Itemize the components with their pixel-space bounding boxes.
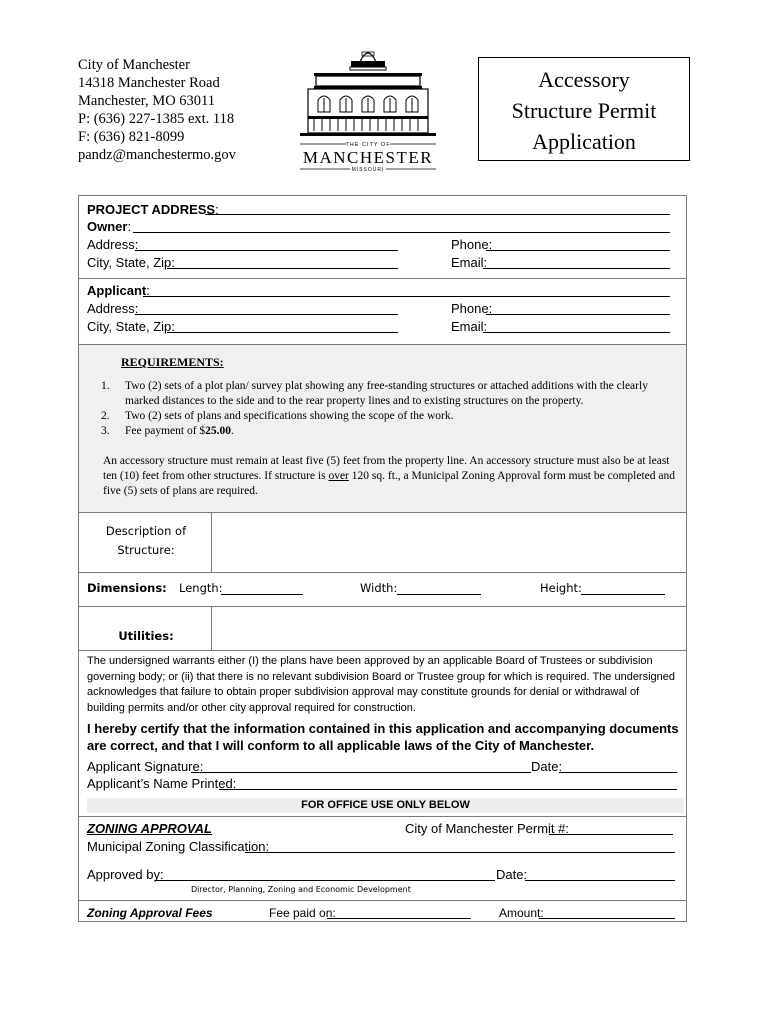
owner-phone-label: Phone: — [451, 237, 493, 252]
project-address-label-text: PROJECT ADDRESS — [87, 202, 216, 217]
permit-form — [78, 195, 687, 922]
logo-name: MANCHESTER — [302, 148, 434, 167]
project-address-field[interactable] — [205, 214, 670, 215]
applicant-phone-label: Phone: — [451, 301, 493, 316]
applicant-email-field[interactable] — [483, 332, 670, 333]
fee-suffix: . — [231, 425, 234, 437]
width-field[interactable] — [397, 594, 481, 595]
title-box — [478, 57, 690, 161]
requirements-panel — [79, 345, 686, 512]
zoning-approval-label: ZONING APPROVAL — [87, 821, 212, 836]
width-label: Width: — [360, 581, 398, 595]
description-label — [87, 522, 205, 560]
length-label: Length: — [179, 581, 223, 595]
height-label: Height: — [540, 581, 582, 595]
requirement-2-text: Two (2) sets of plans and specifications showing the scope of the work. — [125, 410, 454, 422]
note-part-a: An accessory structure must remain at least five (5) feet from the property line. An accessory structure must also be at least ten (10) feet from other structures. If structure is — [103, 455, 670, 482]
utilities-field[interactable] — [212, 607, 686, 649]
dimensions-label: Dimensions: — [87, 581, 167, 595]
applicant-city-field[interactable] — [167, 332, 398, 333]
contact-email: pandz@manchestermo.gov — [78, 147, 236, 163]
logo-state: MISSOURI — [351, 167, 385, 173]
description-field[interactable] — [212, 513, 686, 571]
applicant-phone-field[interactable] — [486, 314, 670, 315]
utilities-label: Utilities: — [118, 629, 174, 643]
owner-address-field[interactable] — [135, 250, 398, 251]
applicant-field[interactable] — [143, 296, 670, 297]
contact-street: 14318 Manchester Road — [78, 75, 220, 91]
owner-colon: : — [127, 219, 132, 234]
applicant-label — [87, 283, 150, 299]
applicant-label-text: Applicant — [87, 283, 147, 298]
length-field[interactable] — [221, 594, 303, 595]
applicant-email-label: Email: — [451, 319, 488, 334]
amount-field[interactable] — [539, 918, 675, 919]
owner-phone-field[interactable] — [486, 250, 670, 251]
applicant-address-label: Address: — [87, 301, 139, 316]
fee-prefix: Fee payment of $ — [125, 425, 206, 437]
divider — [79, 650, 686, 651]
contact-fax: F: (636) 821-8099 — [78, 129, 185, 145]
title-line-3: Application — [532, 129, 636, 154]
fee-paid-label: Fee paid on: — [269, 906, 336, 920]
fee-paid-field[interactable] — [327, 918, 471, 919]
signature-label: Applicant Signature: — [87, 759, 204, 774]
description-label-line-2: Structure: — [117, 543, 175, 557]
amount-label: Amount: — [499, 906, 544, 920]
manchester-city-hall-logo — [296, 40, 440, 174]
director-caption: Director, Planning, Zoning and Economic Development — [191, 885, 411, 894]
divider — [79, 572, 686, 573]
signature-date-label: Date: — [531, 759, 563, 774]
fee-amount: 25.00 — [205, 425, 232, 437]
title-line-1: Accessory — [538, 67, 630, 92]
printed-name-field[interactable] — [219, 789, 677, 790]
divider — [79, 900, 686, 901]
approval-date-field[interactable] — [525, 880, 675, 881]
requirement-1-number: 1. — [101, 380, 110, 392]
owner-label-text: Owner — [87, 219, 128, 234]
owner-city-label: City, State, Zip: — [87, 255, 175, 270]
title-line-2: Structure Permit — [511, 98, 657, 123]
signature-date-field[interactable] — [559, 772, 677, 773]
classification-field[interactable] — [245, 852, 675, 853]
contact-block — [78, 56, 236, 164]
requirement-1-text: Two (2) sets of a plot plan/ survey plat showing any free-standing structures or attached additions with the clearly marked distances to the side and to the rear property lines and to existing structures on the property. — [125, 380, 648, 407]
printed-name-label: Applicant’s Name Printed: — [87, 776, 237, 791]
contact-city: Manchester, MO 63011 — [78, 93, 216, 109]
height-field[interactable] — [581, 594, 665, 595]
project-address-colon: : — [215, 202, 219, 217]
requirements-heading: REQUIREMENTS: — [121, 355, 224, 369]
note-part-b: 120 sq. ft., a Municipal Zoning Approval form must be completed and five (5) sets of plans are required. — [103, 470, 675, 497]
owner-field[interactable] — [133, 232, 670, 233]
contact-phone: P: (636) 227-1385 ext. 118 — [78, 111, 235, 127]
owner-label — [87, 219, 131, 235]
project-address-label — [87, 202, 219, 218]
requirement-3-text — [125, 424, 673, 439]
description-label-line-1: Description of — [105, 524, 187, 538]
applicant-city-label: City, State, Zip: — [87, 319, 175, 334]
approved-by-field[interactable] — [155, 880, 495, 881]
divider — [79, 278, 686, 279]
owner-city-field[interactable] — [167, 268, 398, 269]
contact-org: City of Manchester — [78, 57, 190, 73]
owner-email-field[interactable] — [483, 268, 670, 269]
approval-date-label: Date: — [496, 867, 528, 882]
office-use-banner: FOR OFFICE USE ONLY BELOW — [87, 798, 684, 813]
zoning-fees-label: Zoning Approval Fees — [87, 906, 213, 920]
owner-address-label: Address: — [87, 237, 139, 252]
owner-email-label: Email: — [451, 255, 488, 270]
applicant-address-field[interactable] — [135, 314, 398, 315]
requirement-2-number: 2. — [101, 410, 110, 422]
approved-by-label: Approved by: — [87, 867, 164, 882]
warrant-text: The undersigned warrants either (I) the plans have been approved by an applicable Board of Trustees or subdivision governing body; or (ii) that there is no relevant subdivision Board or Trustee group for which is required. The undersigned acknowledges that failure to obtain proper subdivision approval may constitute grounds for denial or withdrawal of building permits and/or other city approval required for construction. — [87, 655, 676, 714]
classification-label: Municipal Zoning Classification: — [87, 839, 270, 854]
certify-text: I hereby certify that the information contained in this application and accompanying documents are correct, and that I will conform to all applicable laws of the City of Manchester. — [87, 721, 679, 753]
divider — [79, 816, 686, 817]
signature-field[interactable] — [191, 772, 531, 773]
requirements-note — [103, 454, 675, 499]
applicant-colon: : — [146, 283, 150, 298]
logo-top-text: THE CITY OF — [345, 142, 391, 148]
permit-number-field[interactable] — [549, 834, 673, 835]
permit-number-label: City of Manchester Permit #: — [405, 821, 569, 836]
requirement-3-number: 3. — [101, 425, 110, 437]
note-over: over — [328, 470, 349, 482]
